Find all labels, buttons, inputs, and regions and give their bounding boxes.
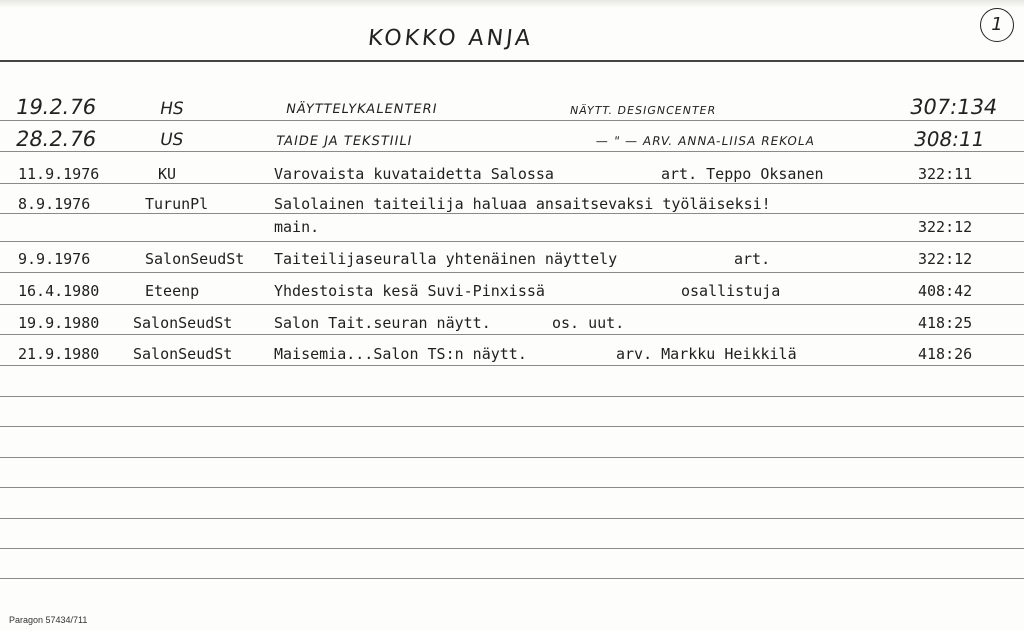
entry-date: 21.9.1980 (18, 345, 100, 363)
ruled-line (0, 396, 1024, 397)
entry-source: Eteenp (145, 282, 200, 300)
entry-title: Salon Tait.seuran näytt. (274, 314, 491, 332)
ruled-line (0, 457, 1024, 458)
print-code: Paragon 57434/711 (9, 615, 88, 625)
entry-source: SalonSeudSt (145, 250, 245, 268)
entry-ref: 322:12 (918, 218, 973, 236)
ruled-line (0, 487, 1024, 488)
ruled-line (0, 183, 1024, 184)
card-title: KOKKO ANJA (366, 26, 535, 51)
header-rule (0, 60, 1024, 62)
entry-ref: 408:42 (918, 282, 973, 300)
ruled-line (0, 518, 1024, 519)
ruled-line (0, 213, 1024, 214)
entry-ref: 322:11 (918, 165, 973, 183)
hw-entry-source: HS (158, 99, 186, 119)
hw-entry-title: NÄYTTELYKALENTERI (284, 102, 439, 117)
ruled-line (0, 548, 1024, 549)
entry-date: 11.9.1976 (18, 165, 100, 183)
entry-ref: 322:12 (918, 250, 973, 268)
entry-date: 16.4.1980 (18, 282, 100, 300)
ruled-line (0, 120, 1024, 121)
ruled-line (0, 578, 1024, 579)
hw-entry-note: NÄYTT. DESIGNCENTER (568, 104, 718, 117)
entry-title: Varovaista kuvataidetta Salossa (274, 165, 554, 183)
hw-entry-note: — " — ARV. ANNA-LIISA REKOLA (594, 134, 817, 148)
entry-note: art. Teppo Oksanen (661, 165, 824, 183)
entry-source: KU (158, 165, 177, 183)
ruled-line (0, 334, 1024, 335)
entry-date: 9.9.1976 (18, 250, 91, 268)
entry-date: 8.9.1976 (18, 195, 91, 213)
entry-ref: 418:26 (918, 345, 973, 363)
entry-source: SalonSeudSt (133, 314, 233, 332)
hw-entry-date: 28.2.76 (13, 127, 99, 151)
ruled-line (0, 151, 1024, 152)
entry-note: art. (734, 250, 771, 268)
entry-source: TurunPl (145, 195, 209, 213)
hw-entry-source: US (158, 130, 185, 150)
entry-note: arv. Markku Heikkilä (616, 345, 797, 363)
top-edge (0, 0, 1024, 8)
hw-entry-date: 19.2.76 (13, 95, 99, 119)
entry-title: Maisemia...Salon TS:n näytt. (274, 345, 527, 363)
entry-date: 19.9.1980 (18, 314, 100, 332)
entry-note: os. uut. (552, 314, 625, 332)
ruled-line (0, 304, 1024, 305)
ruled-line (0, 426, 1024, 427)
entry-title: Taiteilijaseuralla yhtenäinen näyttely (274, 250, 618, 268)
entry-title: Salolainen taiteilija haluaa ansaitsevaksi työläiseksi! (274, 195, 771, 213)
entry-title: Yhdestoista kesä Suvi-Pinxissä (274, 282, 545, 300)
ruled-line (0, 241, 1024, 242)
entry-note: osallistuja (681, 282, 781, 300)
hw-entry-title: TAIDE JA TEKSTIILI (274, 134, 414, 149)
entry-title-continuation: main. (274, 218, 320, 236)
card-number-circle: 1 (980, 8, 1014, 42)
ruled-line (0, 365, 1024, 366)
hw-entry-ref: 307:134 (907, 95, 1000, 119)
ruled-line (0, 272, 1024, 273)
hw-entry-ref: 308:11 (911, 127, 987, 151)
entry-source: SalonSeudSt (133, 345, 233, 363)
entry-ref: 418:25 (918, 314, 973, 332)
